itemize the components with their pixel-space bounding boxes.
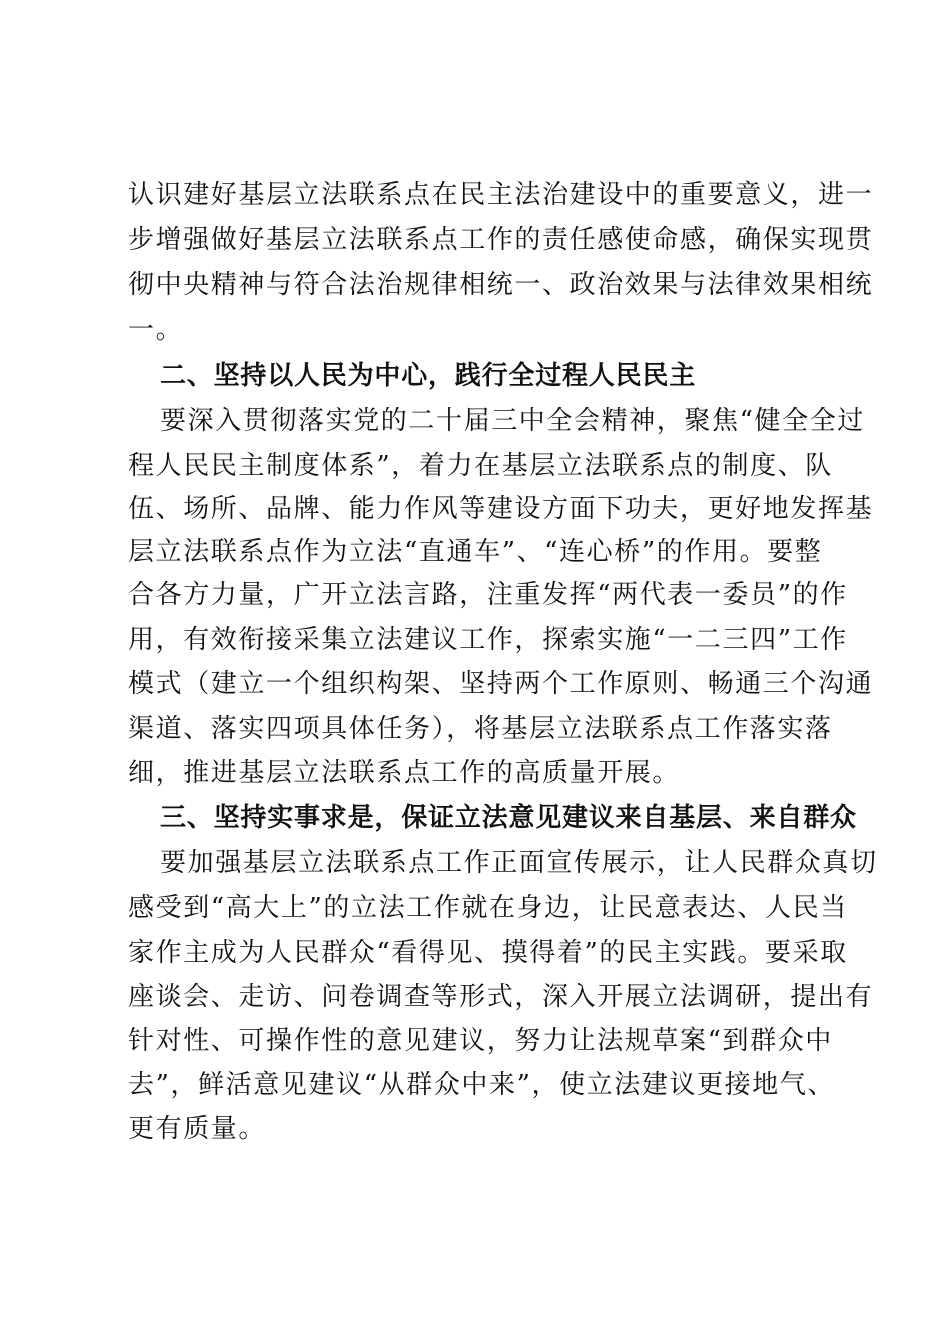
paragraph-line: 彻中央精神与符合法治规律相统一、政治效果与法律效果相统 <box>128 270 874 300</box>
paragraph-line: 渠道、落实四项具体任务），将基层立法联系点工作落实落 <box>128 714 833 744</box>
paragraph-line: 座谈会、走访、问卷调查等形式，深入开展立法调研，提出有 <box>128 982 874 1012</box>
paragraph-line: 感受到“高大上”的立法工作就在身边，让民意表达、人民当 <box>128 893 848 923</box>
paragraph-line: 认识建好基层立法联系点在民主法治建设中的重要意义，进一 <box>128 180 874 210</box>
paragraph-line: 家作主成为人民群众“看得见、摸得着”的民主实践。要采取 <box>128 938 848 968</box>
section-heading: 二、坚持以人民为中心，践行全过程人民民主 <box>160 361 697 391</box>
paragraph-line: 细，推进基层立法联系点工作的高质量开展。 <box>128 758 681 788</box>
paragraph-line: 用，有效衔接采集立法建议工作，探索实施“一二三四”工作 <box>128 625 848 655</box>
paragraph-line: 一。 <box>128 315 184 345</box>
paragraph-line: 更有质量。 <box>128 1114 267 1144</box>
paragraph-line: 去”，鲜活意见建议“从群众中来”，使立法建议更接地气、 <box>128 1070 836 1100</box>
section-heading: 三、坚持实事求是，保证立法意见建议来自基层、来自群众 <box>160 803 857 833</box>
paragraph-line: 要深入贯彻落实党的二十届三中全会精神，聚焦“健全全过 <box>160 406 865 436</box>
paragraph-line: 合各方力量，广开立法言路，注重发挥“两代表一委员”的作 <box>128 580 848 610</box>
paragraph-line: 模式（建立一个组织构架、坚持两个工作原则、畅通三个沟通 <box>128 669 874 699</box>
paragraph-line: 伍、场所、品牌、能力作风等建设方面下功夫，更好地发挥基 <box>128 494 874 524</box>
paragraph-line: 针对性、可操作性的意见建议，努力让法规草案“到群众中 <box>128 1026 833 1056</box>
paragraph-line: 层立法联系点作为立法“直通车”、“连心桥”的作用。要整 <box>128 537 823 567</box>
paragraph-line: 步增强做好基层立法联系点工作的责任感使命感，确保实现贯 <box>128 225 874 255</box>
paragraph-line: 要加强基层立法联系点工作正面宣传展示，让人民群众真切 <box>160 848 878 878</box>
paragraph-line: 程人民民主制度体系”，着力在基层立法联系点的制度、队 <box>128 451 833 481</box>
